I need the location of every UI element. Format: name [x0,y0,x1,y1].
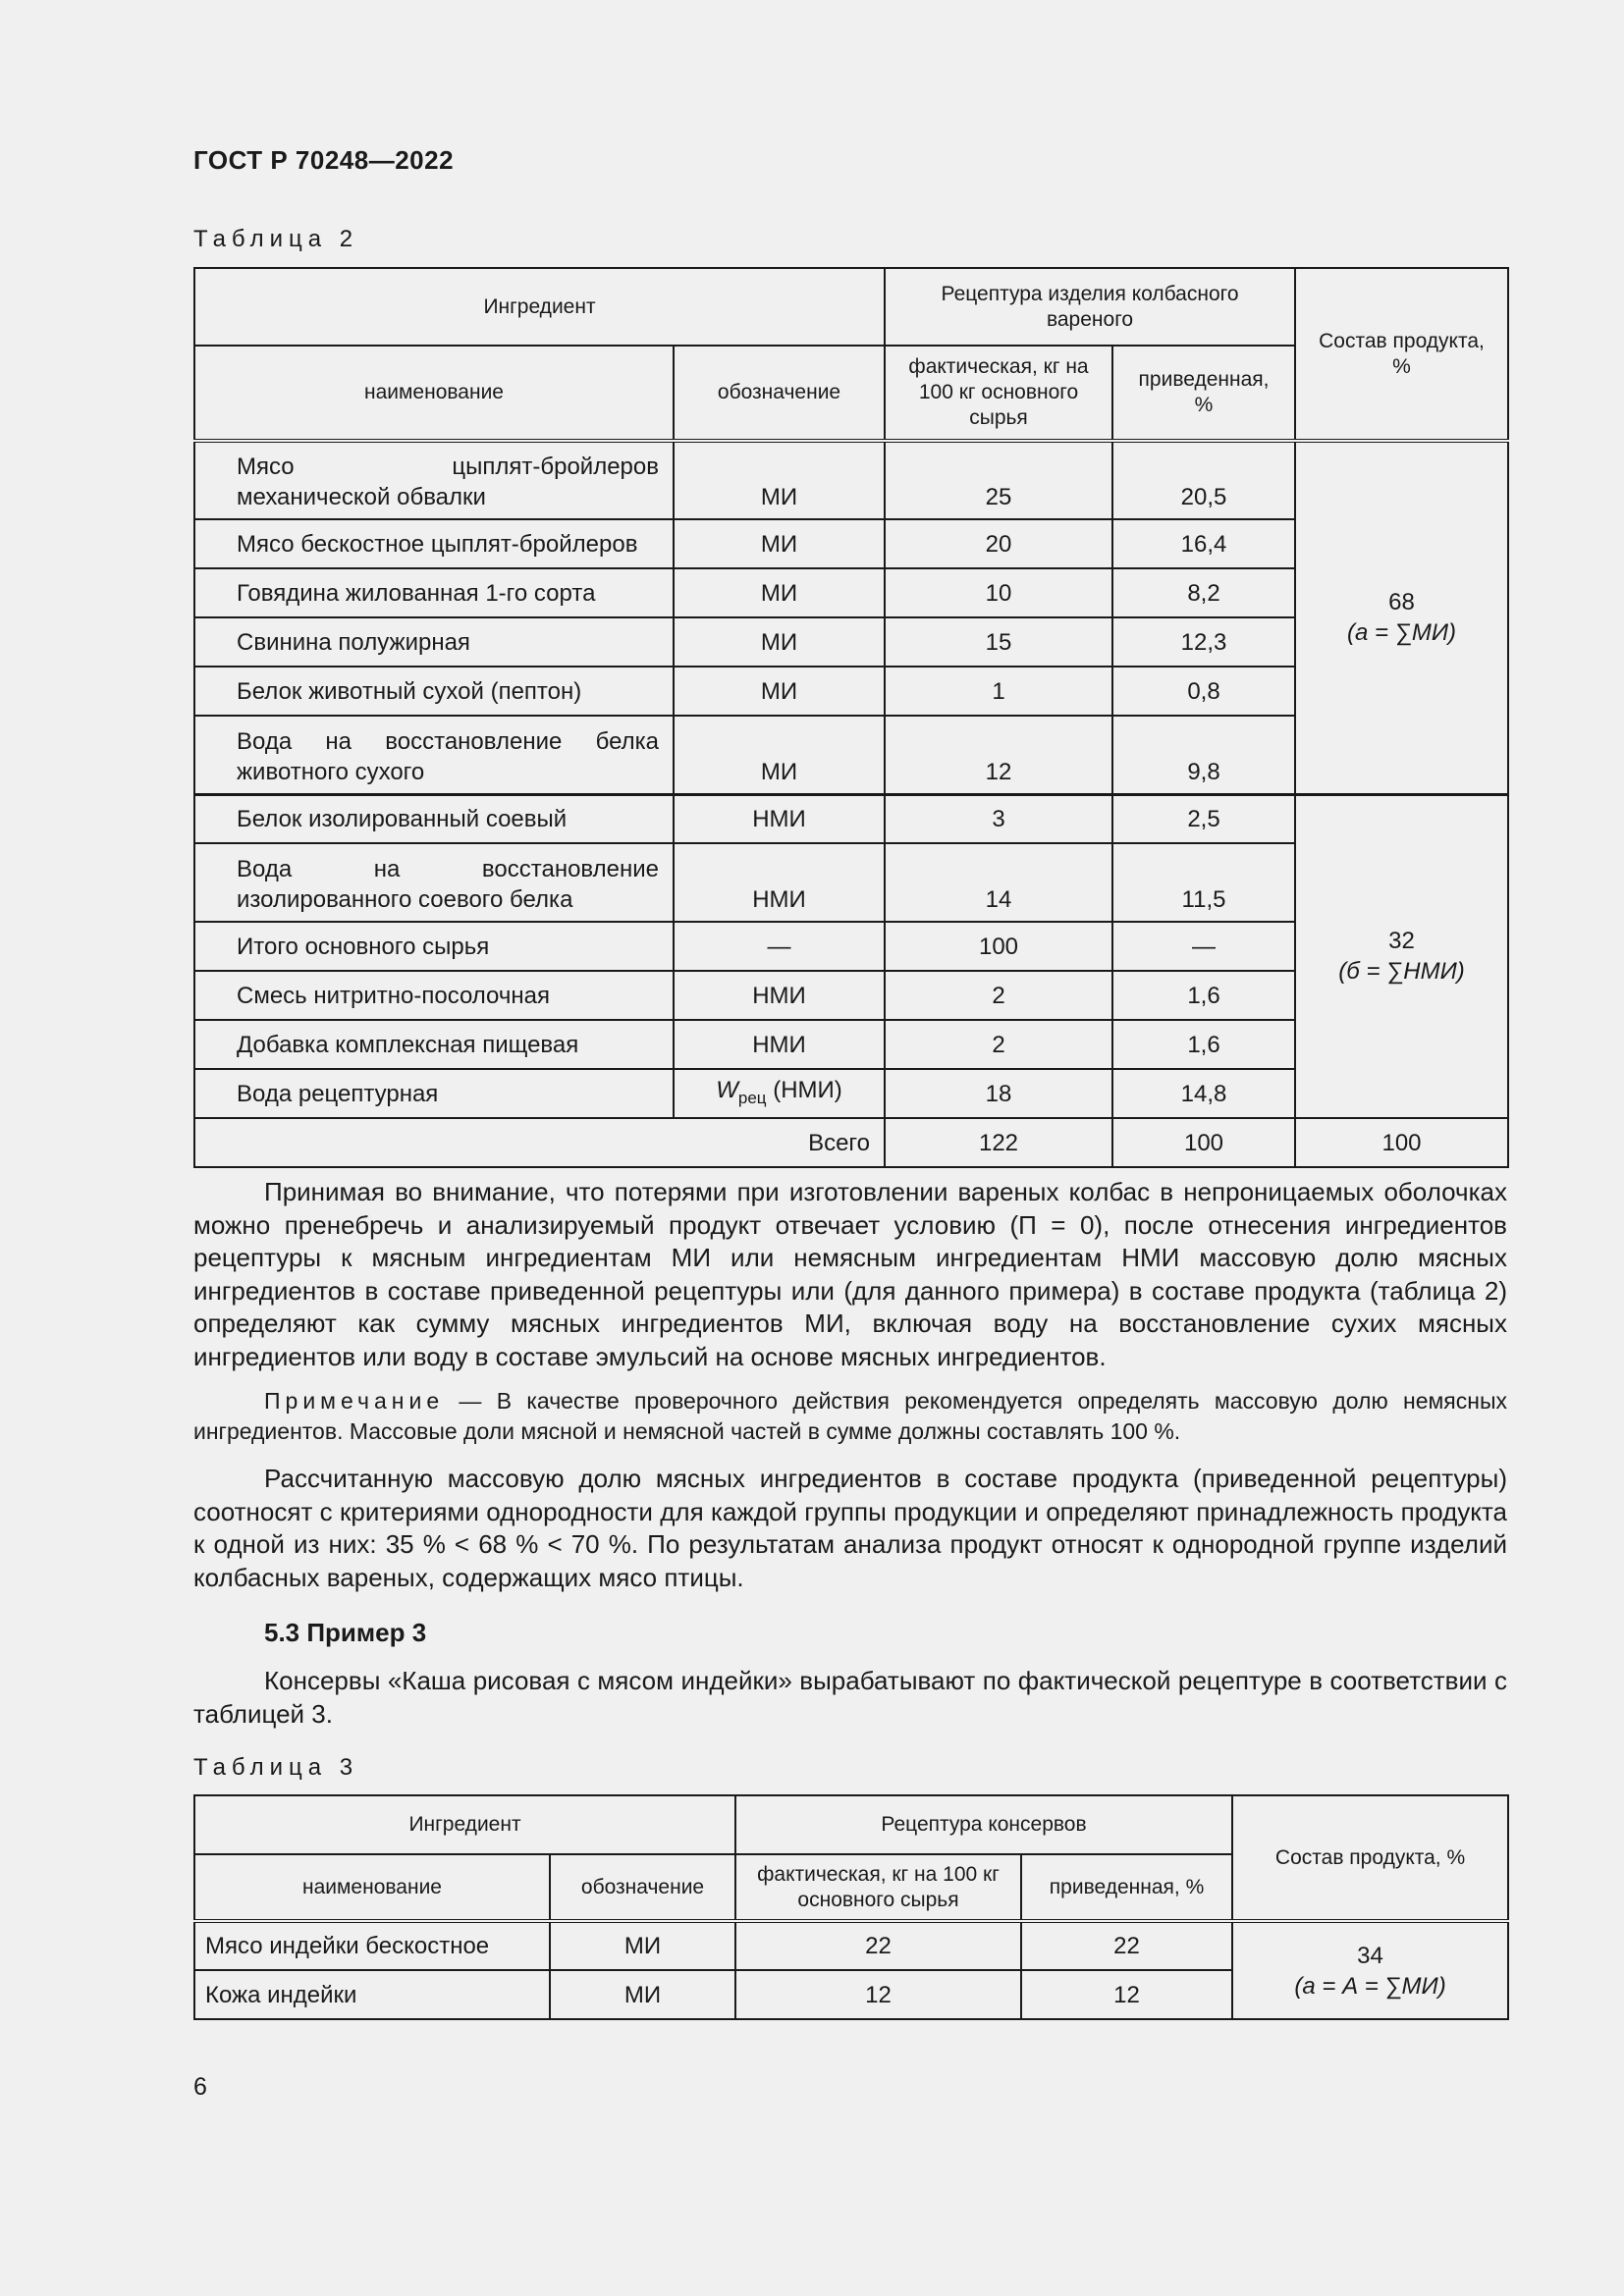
th-name: наименование [194,1854,550,1921]
cell-name: Мясо цыплят-бройлеров механической обвалки [237,454,659,510]
cell-actual: 2 [885,971,1112,1020]
cell-actual: 14 [885,843,1112,922]
cell-name: Говядина жилованная 1-го сорта [194,568,674,617]
cell-code: МИ [550,1921,735,1970]
paragraph-2: Рассчитанную массовую долю мясных ингредиентов в составе продукта (приведенной рецептуры) соотносят с критериями однородности для каждой группы продукции и определяют принадлежность продукта к одной из них: 35 % < 68 % < 70 %. По результатам анализа продукт относят к однородной группе изделий колбасных вареных, содержащих мясо птицы. [193,1464,1507,1592]
table-2 [193,267,1509,1168]
cell-code: НМИ [674,843,885,922]
cell-actual: 22 [735,1921,1021,1970]
page-number: 6 [193,2073,207,2101]
cell-reduced: 12,3 [1112,617,1295,667]
note [193,1386,1507,1447]
cell-code: МИ [674,617,885,667]
document-header: ГОСТ Р 70248—2022 [193,145,455,175]
cell-reduced: 8,2 [1112,568,1295,617]
cell-name: Итого основного сырья [194,922,674,971]
th-composition: Состав продукта, % [1232,1795,1508,1921]
cell-name: Белок животный сухой (пептон) [194,667,674,716]
note-label: Примечание [264,1388,445,1414]
cell-code: $W_{рец}$ (НМИ) [674,1069,885,1118]
group-nmi-formula: (б = ∑НМИ) [1338,958,1465,986]
cell-reduced: 11,5 [1112,843,1295,922]
cell-reduced: 0,8 [1112,667,1295,716]
cell-actual: 10 [885,568,1112,617]
th-composition: Состав продукта, % [1295,268,1508,441]
cell-name: Мясо индейки бескостное [194,1921,550,1970]
cell-reduced: 2,5 [1112,794,1295,843]
cell-name: Вода на восстановление белка животного сухого [237,727,659,785]
cell-code: НМИ [674,1020,885,1069]
th-reduced: приведенная, % [1112,346,1295,441]
cell-actual: 12 [735,1970,1021,2019]
group-mi-value: 68 [1388,589,1415,616]
cell-name: Вода рецептурная [194,1069,674,1118]
cell-name: Свинина полужирная [194,617,674,667]
cell-actual: 1 [885,667,1112,716]
cell-name: Добавка комплексная пищевая [194,1020,674,1069]
cell-name: Мясо бескостное цыплят-бройлеров [194,519,674,568]
th-ingredient: Ингредиент [194,268,885,346]
group-mi-formula: (а = ∑МИ) [1347,619,1456,647]
cell-name: Белок изолированный соевый [194,794,674,843]
table-row [194,1921,1508,1970]
th-designation: обозначение [674,346,885,441]
cell-actual: 3 [885,794,1112,843]
cell-actual: 18 [885,1069,1112,1118]
th-recipe: Рецептура изделия колбасного вареного [885,268,1295,346]
th-name: наименование [194,346,674,441]
table2-caption: Таблица 2 [193,226,359,252]
cell-actual: 15 [885,617,1112,667]
cell-name: Смесь нитритно-посолочная [194,971,674,1020]
cell-reduced: 1,6 [1112,971,1295,1020]
group-mi-cell [1295,441,1508,794]
table-row [194,441,1508,519]
cell-code: — [674,922,885,971]
th-actual: фактическая, кг на 100 кг основного сырья [885,346,1112,441]
total-actual: 122 [885,1118,1112,1167]
cell-reduced: 22 [1021,1921,1232,1970]
group-value: 34 [1357,1942,1383,1969]
table-row [194,794,1508,843]
cell-actual: 12 [885,716,1112,794]
cell-name: Кожа индейки [194,1970,550,2019]
group-nmi-cell [1295,794,1508,1118]
cell-actual: 20 [885,519,1112,568]
cell-code: МИ [674,441,885,519]
note-text: — В качестве проверочного действия рекомендуется определять массовую долю немясных ингредиентов. Массовые доли мясной и немясной частей в сумме должны составлять 100 %. [193,1388,1507,1444]
total-composition: 100 [1295,1118,1508,1167]
cell-reduced: 1,6 [1112,1020,1295,1069]
cell-code: НМИ [674,794,885,843]
section-heading: 5.3 Пример 3 [264,1618,427,1647]
cell-reduced: 9,8 [1112,716,1295,794]
cell-reduced: 16,4 [1112,519,1295,568]
total-reduced: 100 [1112,1118,1295,1167]
cell-code: МИ [674,568,885,617]
group-mi-cell [1232,1921,1508,2019]
cell-actual: 25 [885,441,1112,519]
th-recipe: Рецептура консервов [735,1795,1232,1854]
table-3 [193,1794,1509,2020]
cell-actual: 2 [885,1020,1112,1069]
th-designation: обозначение [550,1854,735,1921]
paragraph-3: Консервы «Каша рисовая с мясом индейки» вырабатывают по фактической рецептуре в соответствии с таблицей 3. [193,1666,1507,1729]
cell-code: МИ [674,667,885,716]
total-row [194,1118,1508,1167]
cell-code: НМИ [674,971,885,1020]
table3-caption: Таблица 3 [193,1754,359,1781]
cell-reduced: 14,8 [1112,1069,1295,1118]
group-nmi-value: 32 [1388,928,1415,955]
cell-actual: 100 [885,922,1112,971]
cell-name: Вода на восстановление изолированного соевого белка [237,856,659,913]
cell-reduced: 12 [1021,1970,1232,2019]
paragraph-1: Принимая во внимание, что потерями при изготовлении вареных колбас в непроницаемых оболочках можно пренебречь и анализируемый продукт отвечает условию (П = 0), после отнесения ингредиентов рецептуры к мясным ингредиентам МИ или немясным ингредиентам НМИ массовую долю мясных ингредиентов в составе приведенной рецептуры или (для данного примера) в составе продукта (таблица 2) определяют как сумму мясных ингредиентов МИ, включая воду на восстановление сухих мясных ингредиентов или воду в составе эмульсий на основе мясных ингредиентов. [193,1177,1507,1371]
th-ingredient: Ингредиент [194,1795,735,1854]
cell-code: МИ [550,1970,735,2019]
cell-reduced: — [1112,922,1295,971]
th-actual: фактическая, кг на 100 кг основного сырья [735,1854,1021,1921]
total-label: Всего [194,1118,885,1167]
cell-code: МИ [674,716,885,794]
cell-code: МИ [674,519,885,568]
th-reduced: приведенная, % [1021,1854,1232,1921]
group-formula: (а = А = ∑МИ) [1294,1972,1446,2000]
cell-reduced: 20,5 [1112,441,1295,519]
